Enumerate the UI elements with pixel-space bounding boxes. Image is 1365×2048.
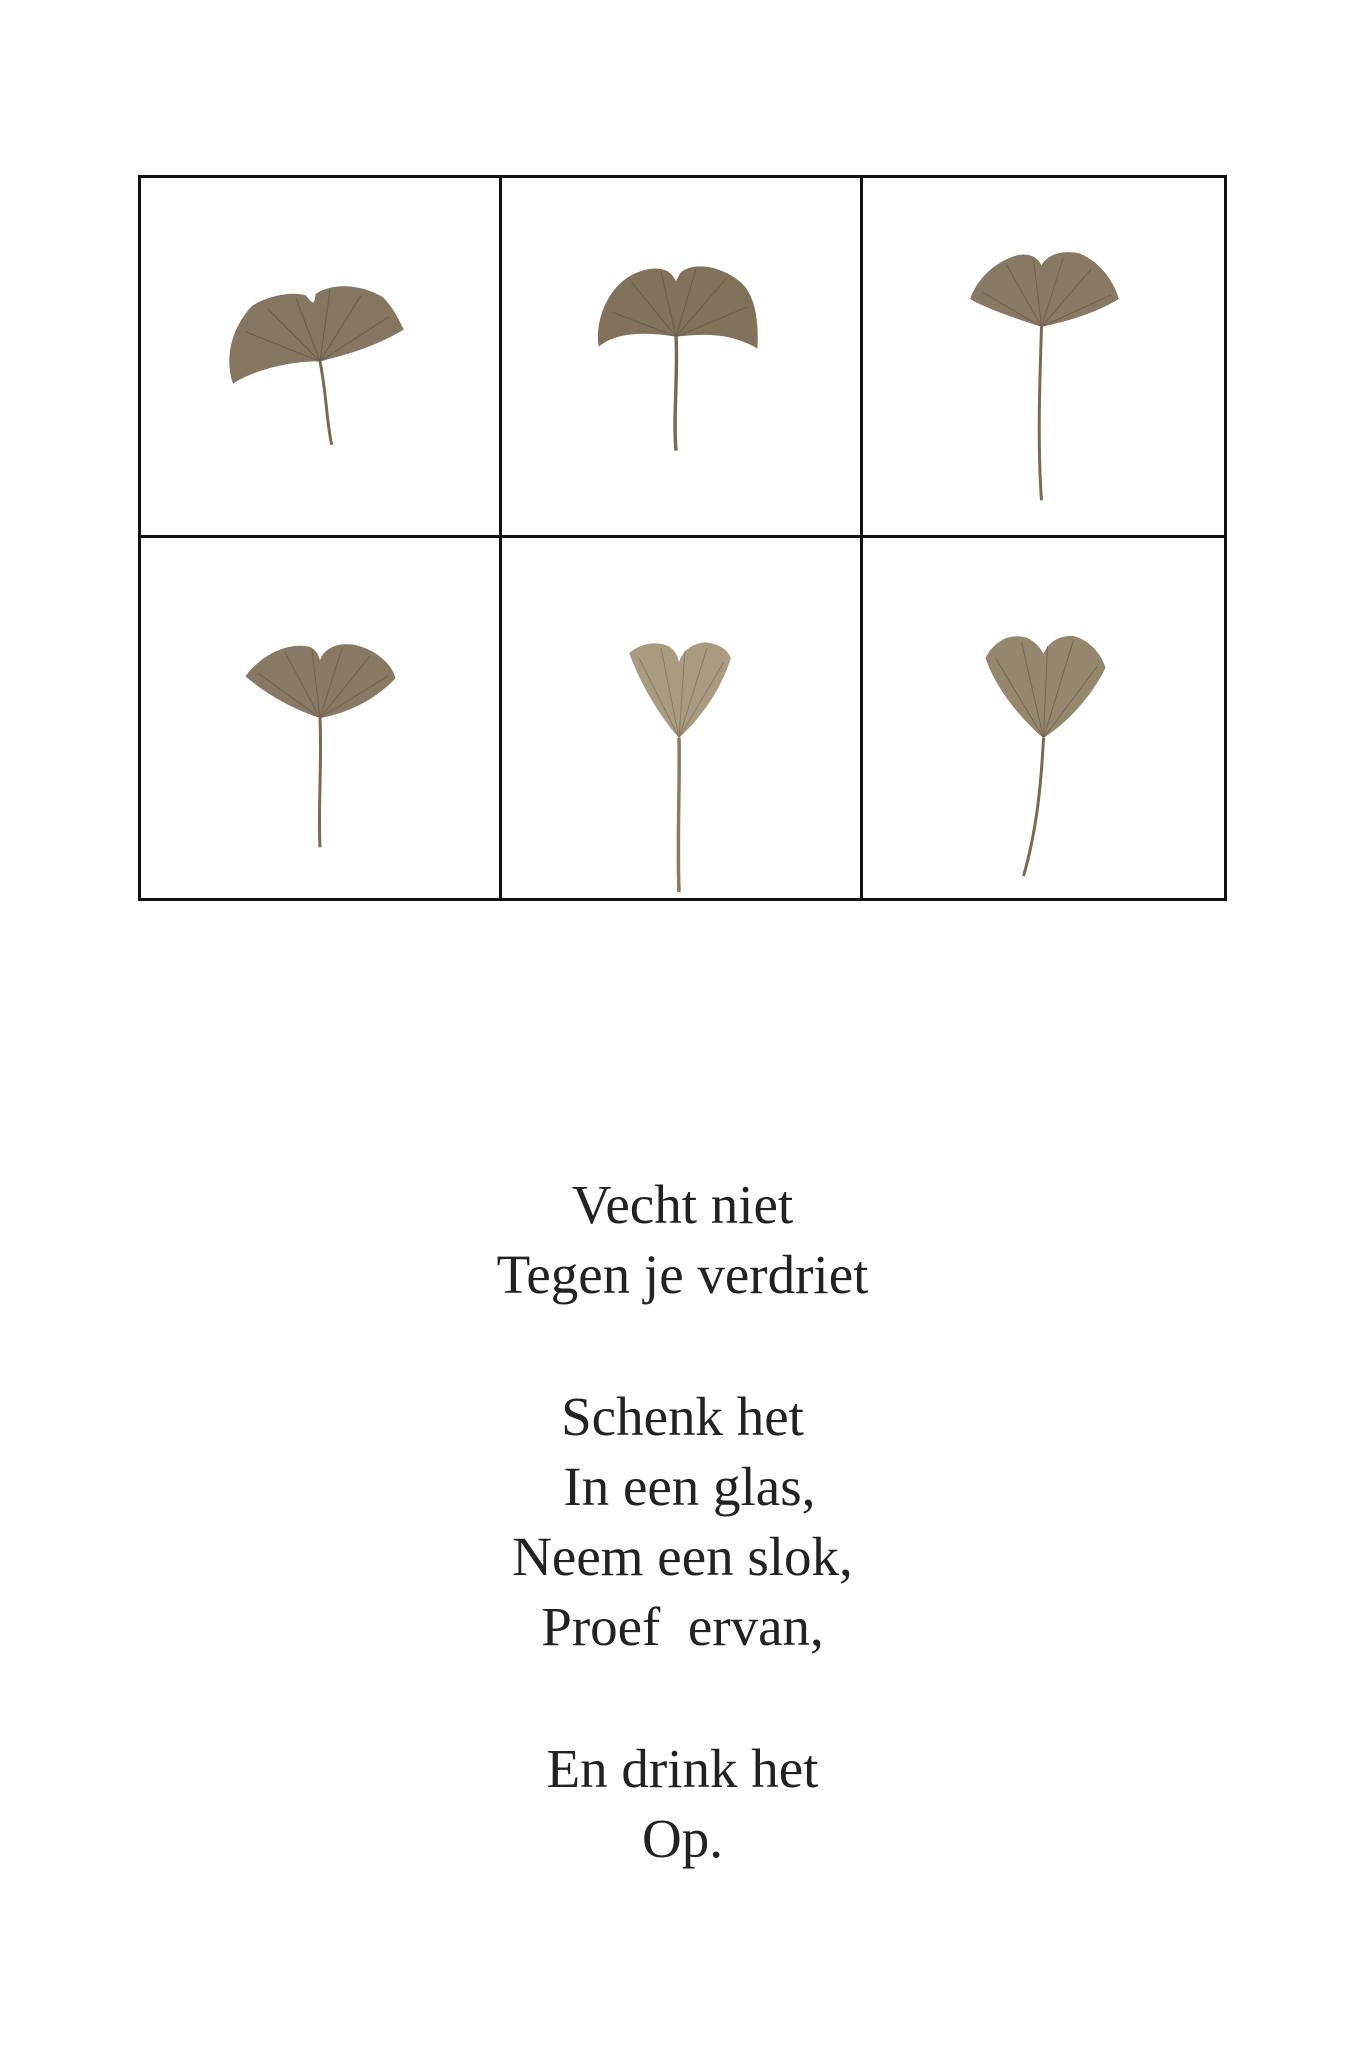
leaf-cell-4 xyxy=(141,538,502,898)
poem-line: En drink het xyxy=(546,1738,819,1799)
leaf-cell-1 xyxy=(141,178,502,538)
poem-stanza-1 xyxy=(0,1170,1365,1310)
leaf-cell-2 xyxy=(502,178,863,538)
poem-line: Proef ervan, xyxy=(541,1596,824,1657)
leaf-cell-5 xyxy=(502,538,863,898)
ginkgo-leaf-icon xyxy=(502,178,860,535)
ginkgo-leaf-icon xyxy=(863,538,1224,898)
leaf-photo-grid xyxy=(138,175,1227,901)
leaf-cell-3 xyxy=(863,178,1224,538)
ginkgo-leaf-icon xyxy=(863,178,1224,535)
poem-stanza-2 xyxy=(0,1382,1365,1662)
ginkgo-leaf-icon xyxy=(141,178,499,535)
ginkgo-leaf-icon xyxy=(502,538,860,898)
poem-line: Vecht niet xyxy=(571,1174,794,1235)
poem-line: Tegen je verdriet xyxy=(496,1244,869,1305)
leaf-cell-6 xyxy=(863,538,1224,898)
poem-line: Schenk het xyxy=(561,1386,804,1447)
poem-line: In een glas, xyxy=(549,1456,816,1517)
poem-stanza-3 xyxy=(0,1734,1365,1874)
ginkgo-leaf-icon xyxy=(141,538,499,898)
poem xyxy=(0,1170,1365,1946)
poem-line: Neem een slok, xyxy=(512,1526,853,1587)
poem-line: Op. xyxy=(642,1808,723,1869)
